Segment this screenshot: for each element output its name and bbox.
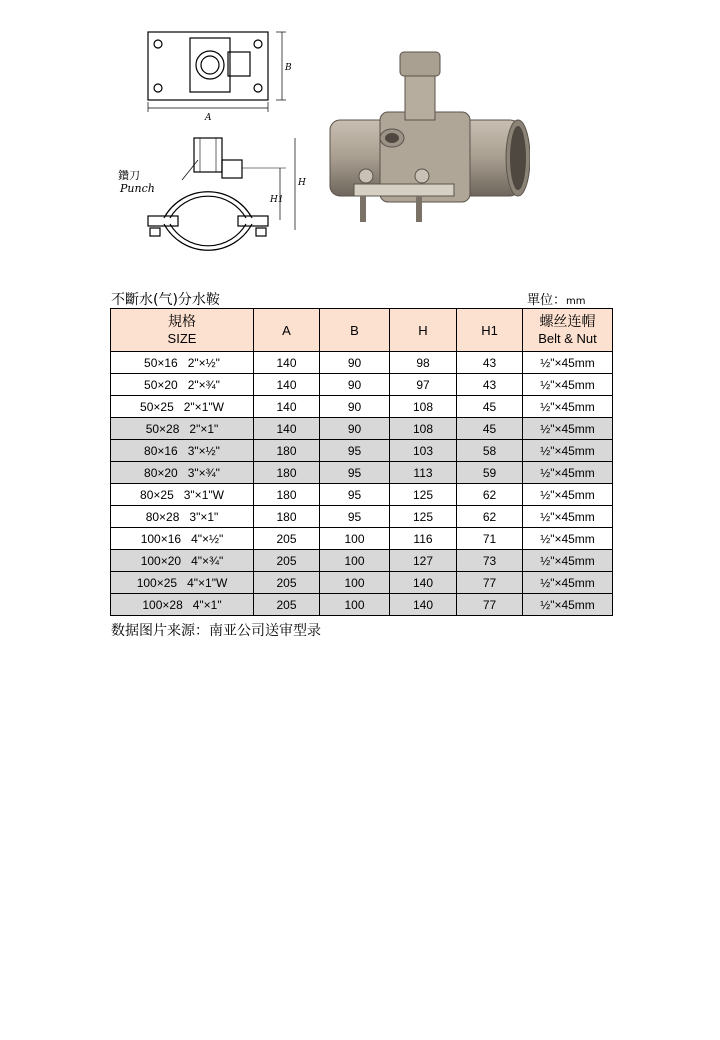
cell-h: 127: [390, 550, 457, 572]
table-row: [111, 528, 613, 550]
cell-a: 140: [254, 396, 320, 418]
punch-label-en: Punch: [120, 182, 155, 195]
table-row: [111, 594, 613, 616]
cell-size: 100×16 4"×½": [111, 528, 254, 550]
cell-h: 116: [390, 528, 457, 550]
table-row: [111, 462, 613, 484]
table-row: [111, 506, 613, 528]
cell-size: 100×20 4"×¾": [111, 550, 254, 572]
cell-a: 180: [254, 506, 320, 528]
cell-b: 95: [320, 506, 390, 528]
cell-h: 125: [390, 484, 457, 506]
cell-h: 103: [390, 440, 457, 462]
source-note: 数据图片来源：南亚公司送审型录: [111, 623, 321, 639]
cell-h1: 73: [457, 550, 523, 572]
dim-b-label: B: [285, 63, 292, 73]
unit-label: 單位：: [527, 293, 567, 308]
cell-bolt: ½"×45mm: [523, 594, 613, 616]
cell-b: 95: [320, 462, 390, 484]
cell-b: 100: [320, 594, 390, 616]
cell-size: 100×25 4"×1"W: [111, 572, 254, 594]
table-row: [111, 484, 613, 506]
cell-a: 180: [254, 440, 320, 462]
table-row: [111, 572, 613, 594]
cell-b: 90: [320, 374, 390, 396]
cell-h1: 45: [457, 418, 523, 440]
cell-b: 100: [320, 528, 390, 550]
cell-h1: 43: [457, 352, 523, 374]
cell-a: 205: [254, 572, 320, 594]
cell-size: 80×25 3"×1"W: [111, 484, 254, 506]
cell-a: 205: [254, 528, 320, 550]
cell-b: 90: [320, 396, 390, 418]
cell-a: 140: [254, 352, 320, 374]
cell-b: 95: [320, 484, 390, 506]
cell-h1: 59: [457, 462, 523, 484]
cell-size: 80×28 3"×1": [111, 506, 254, 528]
cell-size: 50×20 2"×¾": [111, 374, 254, 396]
unit-note: [527, 289, 586, 308]
cell-a: 205: [254, 594, 320, 616]
product-title: 不斷水(气)分水鞍: [111, 292, 220, 308]
header-size-cn: 規格: [168, 313, 196, 329]
unit-value: mm: [566, 296, 586, 307]
cell-h1: 43: [457, 374, 523, 396]
cell-b: 100: [320, 550, 390, 572]
header-size-en: SIZE: [167, 331, 197, 346]
table-row: [111, 396, 613, 418]
header-bolt-cn: 螺丝连帽: [539, 313, 596, 329]
spec-table: [110, 308, 613, 616]
punch-label-cn: 鑽刀: [118, 169, 140, 182]
table-row: [111, 550, 613, 572]
cell-bolt: ½"×45mm: [523, 418, 613, 440]
cell-bolt: ½"×45mm: [523, 506, 613, 528]
cell-size: 100×28 4"×1": [111, 594, 254, 616]
cell-h: 98: [390, 352, 457, 374]
cell-size: 50×25 2"×1"W: [111, 396, 254, 418]
cell-a: 140: [254, 374, 320, 396]
header-size: [111, 309, 254, 352]
cell-h1: 58: [457, 440, 523, 462]
cell-h: 113: [390, 462, 457, 484]
cell-b: 95: [320, 440, 390, 462]
cell-h1: 77: [457, 594, 523, 616]
cell-a: 140: [254, 418, 320, 440]
cell-h: 125: [390, 506, 457, 528]
cell-size: 80×20 3"×¾": [111, 462, 254, 484]
header-bolt: [523, 309, 613, 352]
dim-a-label: A: [205, 113, 212, 123]
cell-b: 90: [320, 352, 390, 374]
cell-h1: 62: [457, 484, 523, 506]
cell-bolt: ½"×45mm: [523, 462, 613, 484]
header-b: B: [320, 309, 390, 352]
cell-bolt: ½"×45mm: [523, 572, 613, 594]
cell-h: 140: [390, 572, 457, 594]
table-row: [111, 374, 613, 396]
cell-bolt: ½"×45mm: [523, 352, 613, 374]
table-row: [111, 440, 613, 462]
cell-a: 180: [254, 484, 320, 506]
header-h1: H1: [457, 309, 523, 352]
product-photo: [320, 40, 530, 240]
cell-h1: 71: [457, 528, 523, 550]
technical-drawing: [120, 20, 320, 270]
header-h: H: [390, 309, 457, 352]
product-figure: [120, 20, 540, 270]
cell-bolt: ½"×45mm: [523, 550, 613, 572]
cell-bolt: ½"×45mm: [523, 484, 613, 506]
table-row: [111, 352, 613, 374]
cell-a: 180: [254, 462, 320, 484]
cell-h: 108: [390, 418, 457, 440]
dim-h-label: H: [298, 178, 306, 188]
cell-size: 80×16 3"×½": [111, 440, 254, 462]
cell-bolt: ½"×45mm: [523, 396, 613, 418]
cell-h1: 62: [457, 506, 523, 528]
header-a: A: [254, 309, 320, 352]
cell-h1: 45: [457, 396, 523, 418]
cell-bolt: ½"×45mm: [523, 374, 613, 396]
cell-h1: 77: [457, 572, 523, 594]
cell-h: 140: [390, 594, 457, 616]
table-row: [111, 418, 613, 440]
cell-a: 205: [254, 550, 320, 572]
cell-bolt: ½"×45mm: [523, 440, 613, 462]
cell-size: 50×28 2"×1": [111, 418, 254, 440]
header-bolt-en: Belt & Nut: [538, 331, 597, 346]
cell-h: 108: [390, 396, 457, 418]
cell-b: 90: [320, 418, 390, 440]
table-header-row: [111, 309, 613, 352]
dim-h1-label: H1: [270, 195, 284, 205]
cell-h: 97: [390, 374, 457, 396]
cell-size: 50×16 2"×½": [111, 352, 254, 374]
cell-bolt: ½"×45mm: [523, 528, 613, 550]
cell-b: 100: [320, 572, 390, 594]
